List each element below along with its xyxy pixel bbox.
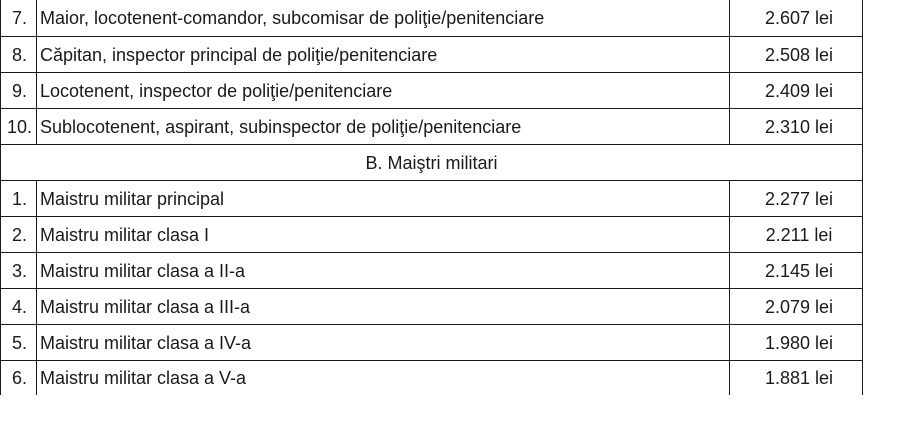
salary-amount: 2.211 lei	[730, 217, 863, 253]
rank-name: Maior, locotenent-comandor, subcomisar de poliţie/penitenciare	[37, 0, 730, 37]
rank-name: Căpitan, inspector principal de poliţie/penitenciare	[37, 37, 730, 73]
rank-name: Locotenent, inspector de poliţie/penitenciare	[37, 73, 730, 109]
table-row	[1, 181, 863, 217]
section-header-row	[1, 145, 863, 181]
rank-name: Maistru militar clasa I	[37, 217, 730, 253]
table-row	[1, 37, 863, 73]
row-number: 8.	[1, 37, 37, 73]
table-row	[1, 73, 863, 109]
salary-amount: 1.980 lei	[730, 325, 863, 361]
row-number: 9.	[1, 73, 37, 109]
salary-amount: 1.881 lei	[730, 361, 863, 396]
salary-amount: 2.277 lei	[730, 181, 863, 217]
table-row	[1, 109, 863, 145]
rank-name: Maistru militar clasa a V-a	[37, 361, 730, 396]
salary-amount: 2.508 lei	[730, 37, 863, 73]
row-number: 1.	[1, 181, 37, 217]
row-number: 7.	[1, 0, 37, 37]
row-number: 5.	[1, 325, 37, 361]
rank-name: Maistru militar principal	[37, 181, 730, 217]
row-number: 6.	[1, 361, 37, 396]
table-row	[1, 325, 863, 361]
row-number: 3.	[1, 253, 37, 289]
salary-amount: 2.079 lei	[730, 289, 863, 325]
salary-amount: 2.145 lei	[730, 253, 863, 289]
rank-name: Sublocotenent, aspirant, subinspector de poliţie/penitenciare	[37, 109, 730, 145]
rank-name: Maistru militar clasa a IV-a	[37, 325, 730, 361]
table-row	[1, 289, 863, 325]
table-row	[1, 361, 863, 396]
section-title: B. Maiştri militari	[1, 145, 863, 181]
row-number: 10.	[1, 109, 37, 145]
table-row	[1, 217, 863, 253]
salary-amount: 2.409 lei	[730, 73, 863, 109]
rank-name: Maistru militar clasa a III-a	[37, 289, 730, 325]
table-row	[1, 253, 863, 289]
table-row	[1, 0, 863, 37]
rank-name: Maistru militar clasa a II-a	[37, 253, 730, 289]
salary-amount: 2.310 lei	[730, 109, 863, 145]
row-number: 2.	[1, 217, 37, 253]
row-number: 4.	[1, 289, 37, 325]
salary-amount: 2.607 lei	[730, 0, 863, 37]
